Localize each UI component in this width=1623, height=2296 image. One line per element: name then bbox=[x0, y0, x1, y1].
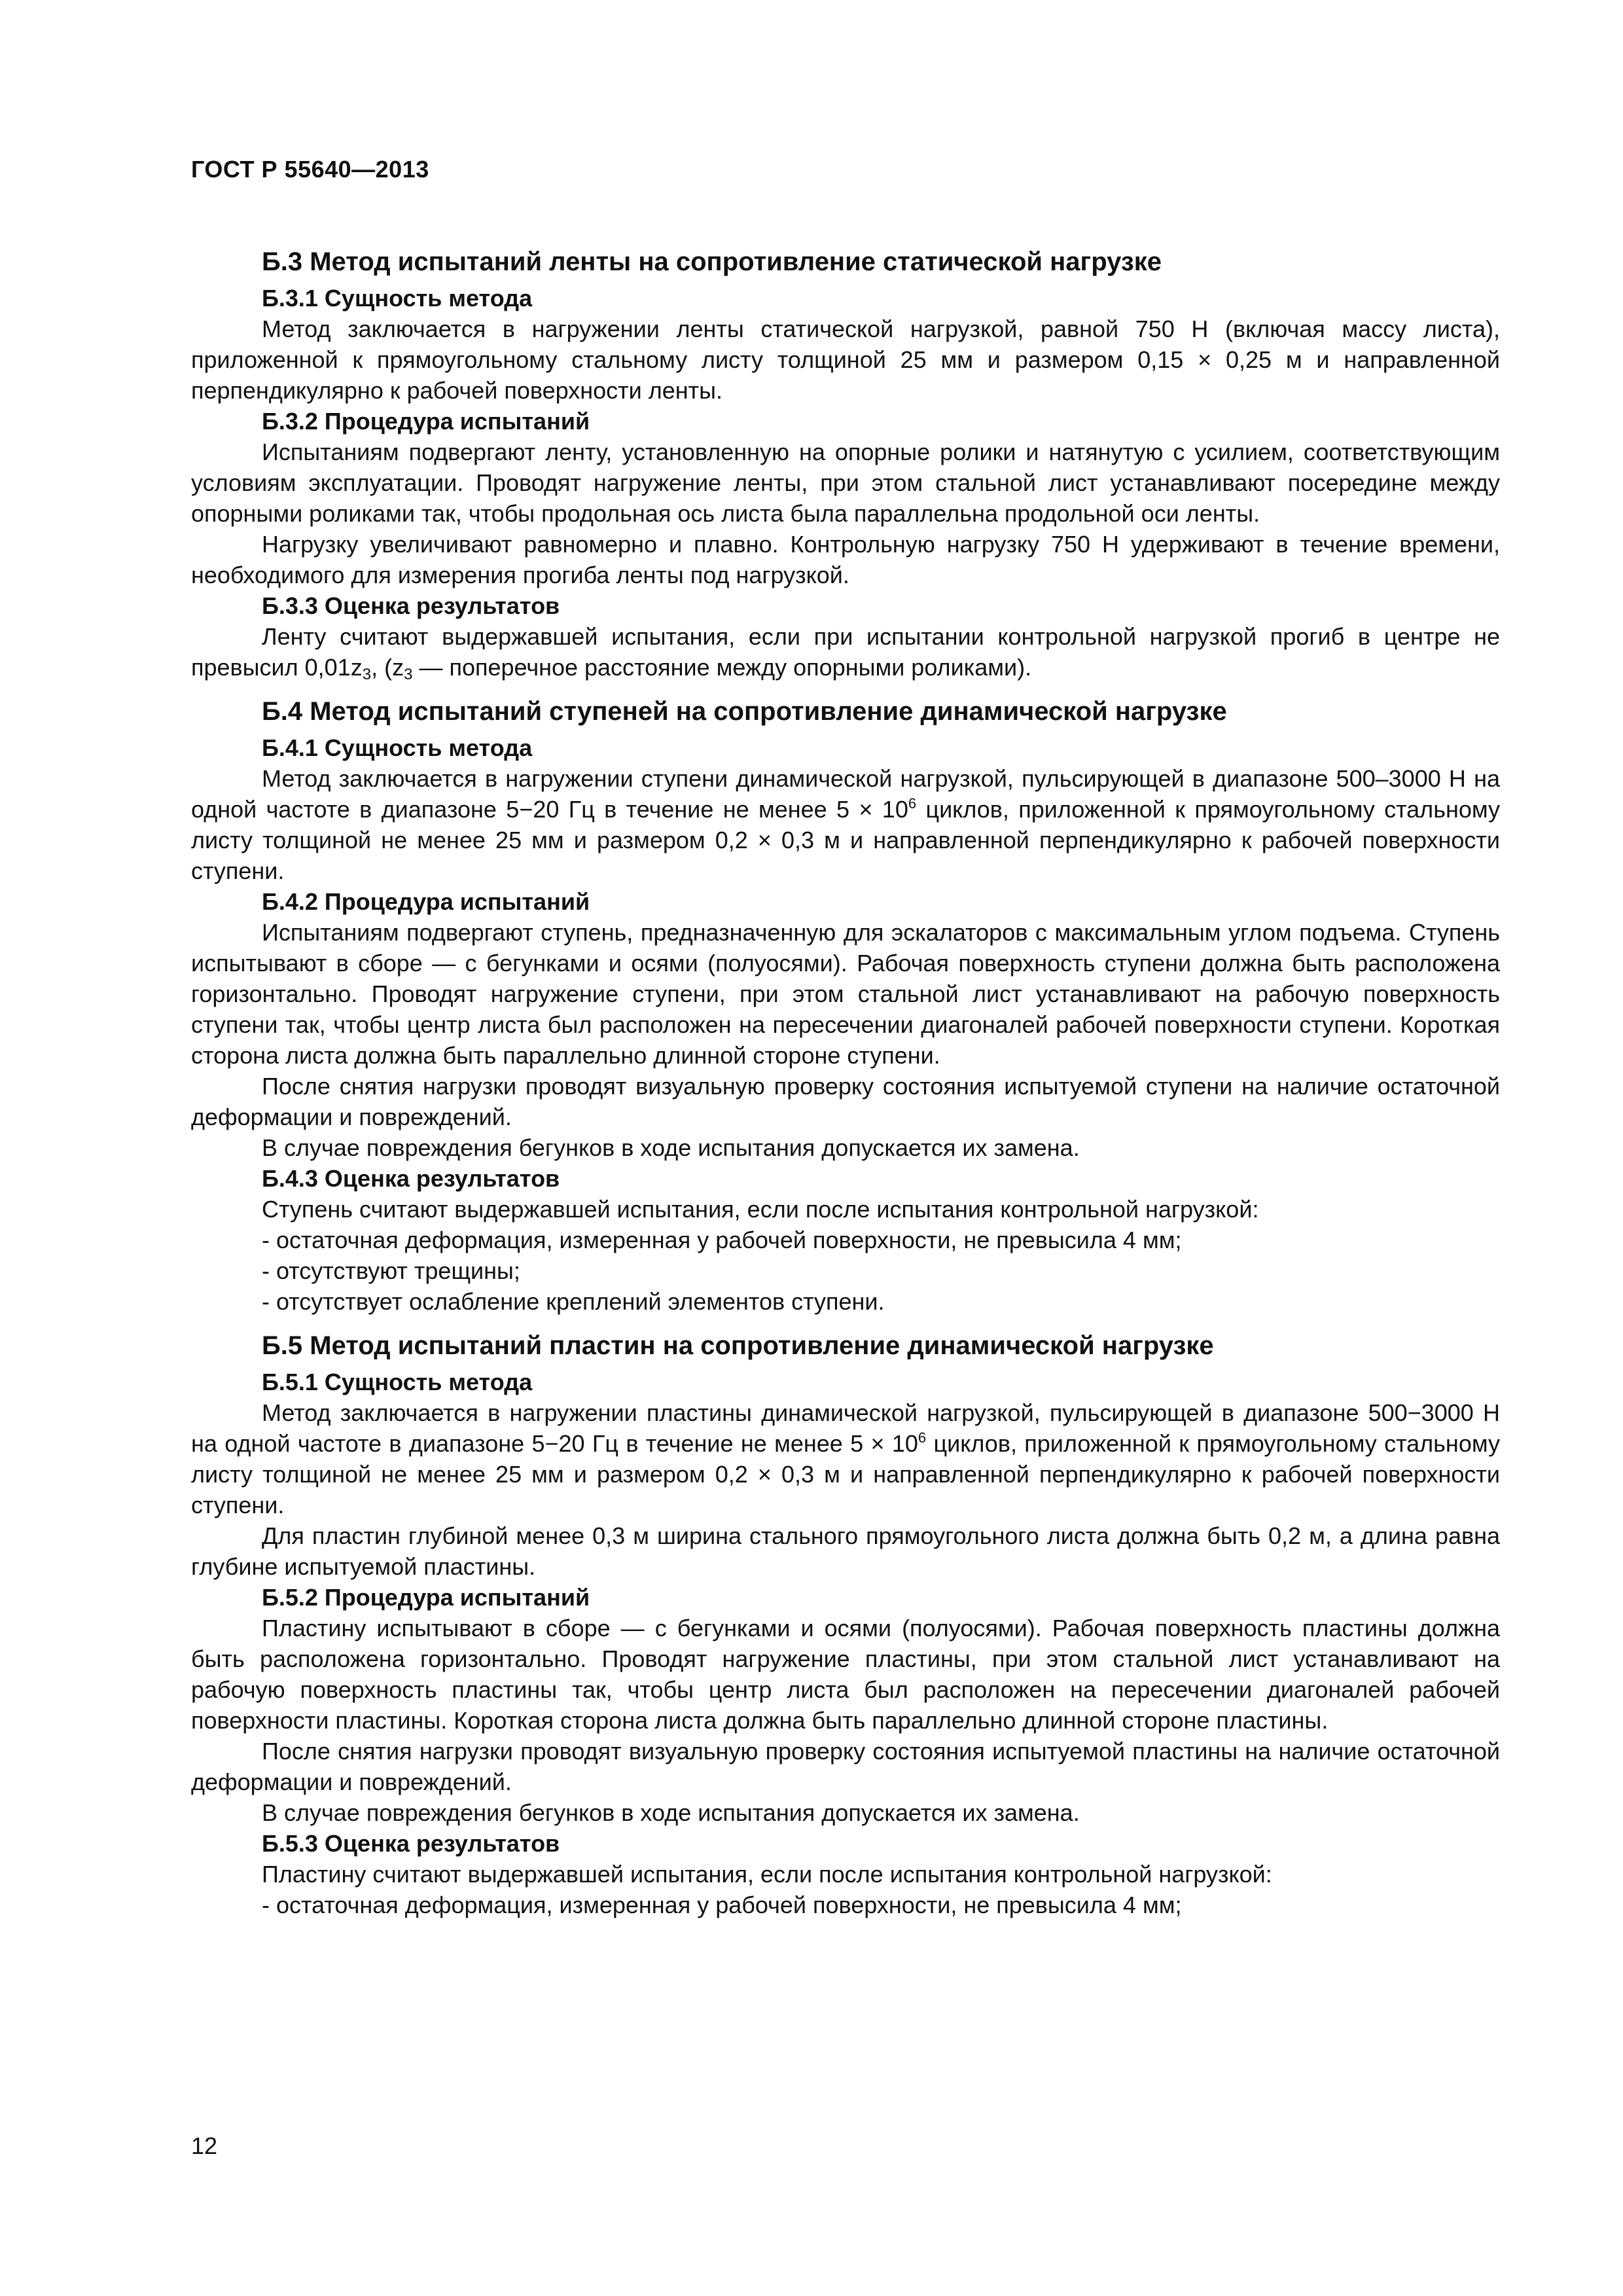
subsection-title: Б.4.3 Оценка результатов bbox=[262, 1165, 560, 1192]
list-item: - остаточная деформация, измеренная у рабочей поверхности, не превысила 4 мм; bbox=[262, 1227, 1182, 1253]
paragraph: Нагрузку увеличивают равномерно и плавно. Контрольную нагрузку 750 Н удерживают в течение времени, необходимого для измерения прогиба ленты под нагрузкой. bbox=[191, 531, 1500, 588]
paragraph bbox=[191, 621, 1500, 683]
section-title: Б.5 Метод испытаний пластин на сопротивление динамической нагрузке bbox=[262, 1331, 1214, 1360]
subscript: 3 bbox=[404, 666, 413, 683]
paragraph: После снятия нагрузки проводят визуальную проверку состояния испытуемой пластины на наличие остаточной деформации и повреждений. bbox=[191, 1738, 1500, 1795]
section-title: Б.4 Метод испытаний ступеней на сопротивление динамической нагрузке bbox=[262, 697, 1227, 726]
text-run: Метод заключается в нагружении пластины динамической нагрузкой, пульсирующей в диапазоне 500−3000 Н на одной частоте в диапазоне 5−20 Гц в течение не менее 5 × 10 bbox=[191, 1399, 1500, 1457]
paragraph: Для пластин глубиной менее 0,3 м ширина стального прямоугольного листа должна быть 0,2 м, а длина равна глубине испытуемой пластины. bbox=[191, 1522, 1500, 1580]
list-item: - остаточная деформация, измеренная у рабочей поверхности, не превысила 4 мм; bbox=[262, 1892, 1182, 1918]
section-b5 bbox=[191, 1330, 1500, 1920]
section-title: Б.3 Метод испытаний ленты на сопротивление статической нагрузке bbox=[262, 247, 1162, 276]
page-number: 12 bbox=[191, 2132, 218, 2159]
superscript: 6 bbox=[918, 1429, 927, 1446]
subsection-title: Б.5.3 Оценка результатов bbox=[262, 1830, 560, 1857]
text-run: , (z bbox=[371, 654, 404, 681]
paragraph bbox=[191, 763, 1500, 886]
subsection-title: Б.5.2 Процедура испытаний bbox=[262, 1584, 590, 1611]
paragraph: После снятия нагрузки проводят визуальную проверку состояния испытуемой ступени на наличие остаточной деформации и повреждений. bbox=[191, 1073, 1500, 1130]
subscript: 3 bbox=[362, 666, 372, 683]
paragraph: Испытаниям подвергают ленту, установленную на опорные ролики и натянутую с усилием, соответствующим условиям эксплуатации. Проводят нагружение ленты, при этом стальной лист устанавливают посередине между опорными роликами так, чтобы продольная ось листа была параллельна продольной оси ленты. bbox=[191, 439, 1500, 527]
subsection-title: Б.3.2 Процедура испытаний bbox=[262, 408, 590, 435]
list-item: - отсутствуют трещины; bbox=[262, 1257, 520, 1284]
paragraph: В случае повреждения бегунков в ходе испытания допускается их замена. bbox=[262, 1799, 1080, 1826]
paragraph: Испытаниям подвергают ступень, предназначенную для эскалаторов с максимальным углом подъема. Ступень испытывают в сборе — с бегунками и осями (полуосями). Рабочая поверхность ступени должна быть расположена горизонтально. Проводят нагружение ступени, при этом стальной лист устанавливают на рабочую поверхность ступени так, чтобы центр листа был расположен на пересечении диагоналей рабочей поверхности ступени. Короткая сторона листа должна быть параллельно длинной стороне ступени. bbox=[191, 919, 1500, 1069]
document-body bbox=[191, 246, 1500, 1920]
paragraph bbox=[191, 1397, 1500, 1520]
subsection-title: Б.4.1 Сущность метода bbox=[262, 734, 533, 761]
paragraph: Ступень считают выдержавшей испытания, если после испытания контрольной нагрузкой: bbox=[262, 1196, 1259, 1223]
subsection-title: Б.3.1 Сущность метода bbox=[262, 285, 533, 312]
subsection-title: Б.4.2 Процедура испытаний bbox=[262, 888, 590, 915]
text-run: Метод заключается в нагружении ступени динамической нагрузкой, пульсирующей в диапазоне 500–3000 Н на одной частоте в диапазоне 5−20 Гц в течение не менее 5 × 10 bbox=[191, 765, 1500, 823]
paragraph: Пластину считают выдержавшей испытания, если после испытания контрольной нагрузкой: bbox=[262, 1861, 1272, 1888]
paragraph: Пластину испытывают в сборе — с бегунками и осями (полуосями). Рабочая поверхность пластины должна быть расположена горизонтально. Проводят нагружение пластины, при этом стальной лист устанавливают на рабочую поверхность пластины так, чтобы центр листа был расположен на пересечении диагоналей рабочей поверхности пластины. Короткая сторона листа должна быть параллельно длинной стороне пластины. bbox=[191, 1615, 1500, 1734]
text-run: циклов, приложенной к прямоугольному стальному листу толщиной не менее 25 мм и размером 0,2 × 0,3 м и направленной перпендикулярно к рабочей поверхности ступени. bbox=[191, 796, 1501, 884]
text-run: Ленту считают выдержавшей испытания, если при испытании контрольной нагрузкой прогиб в центре не превысил 0,01z bbox=[191, 623, 1500, 681]
subsection-title: Б.3.3 Оценка результатов bbox=[262, 592, 560, 619]
document-code-header: ГОСТ Р 55640—2013 bbox=[191, 156, 429, 183]
superscript: 6 bbox=[908, 795, 917, 812]
text-run: циклов, приложенной к прямоугольному стальному листу толщиной не менее 25 мм и размером 0,2 × 0,3 м и направленной перпендикулярно к рабочей поверхности ступени. bbox=[191, 1430, 1500, 1518]
text-run: — поперечное расстояние между опорными роликами). bbox=[412, 654, 1032, 681]
section-b3 bbox=[191, 246, 1500, 683]
list-item: - отсутствует ослабление креплений элементов ступени. bbox=[262, 1288, 885, 1315]
section-b4 bbox=[191, 696, 1500, 1317]
paragraph: Метод заключается в нагружении ленты статической нагрузкой, равной 750 Н (включая массу листа), приложенной к прямоугольному стальному листу толщиной 25 мм и размером 0,15 × 0,25 м и направленной перпендикулярно к рабочей поверхности ленты. bbox=[191, 315, 1500, 404]
paragraph: В случае повреждения бегунков в ходе испытания допускается их замена. bbox=[262, 1134, 1080, 1161]
subsection-title: Б.5.1 Сущность метода bbox=[262, 1369, 533, 1395]
